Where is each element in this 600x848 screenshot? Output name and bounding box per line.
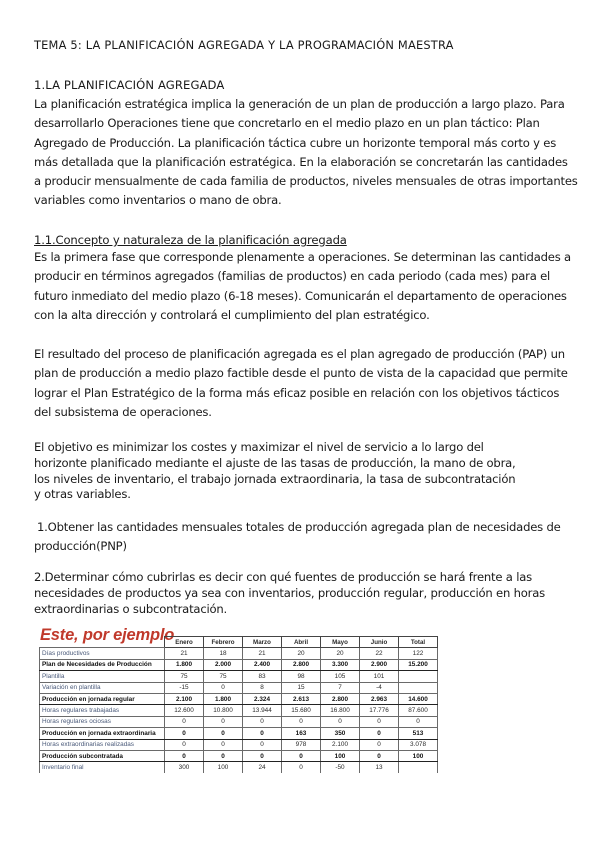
column-header: Mayo bbox=[321, 637, 360, 648]
text-line: producción(PNP) bbox=[34, 539, 127, 554]
text-line: del subsistema de operaciones. bbox=[34, 404, 212, 419]
cell: 75 bbox=[204, 671, 243, 682]
column-header: Abril bbox=[282, 637, 321, 648]
cell-total: 0 bbox=[399, 716, 438, 727]
cell: 17.776 bbox=[360, 705, 399, 716]
cell-total: 87.600 bbox=[399, 705, 438, 716]
cell: 0 bbox=[165, 728, 204, 739]
table-row bbox=[40, 648, 438, 659]
cell-total: 15.200 bbox=[399, 659, 438, 670]
cell: 0 bbox=[321, 716, 360, 727]
column-header-total: Total bbox=[399, 637, 438, 648]
cell: 101 bbox=[360, 671, 399, 682]
row-label: Producción en jornada regular bbox=[40, 693, 165, 704]
cell: 21 bbox=[165, 648, 204, 659]
cell: 20 bbox=[321, 648, 360, 659]
text-line: 2.Determinar cómo cubrirlas es decir con qué fuentes de producción se hará frente a las bbox=[34, 570, 532, 584]
row-label: Horas extraordinarias realizadas bbox=[40, 739, 165, 750]
table-row bbox=[40, 750, 438, 761]
row-label: Días productivos bbox=[40, 648, 165, 659]
cell-total: 100 bbox=[399, 750, 438, 761]
cell: 0 bbox=[282, 750, 321, 761]
row-label: Horas regulares ociosas bbox=[40, 716, 165, 727]
row-label: Producción subcontratada bbox=[40, 750, 165, 761]
cell-total bbox=[399, 762, 438, 773]
row-label: Plan de Necesidades de Producción bbox=[40, 659, 165, 670]
cell: 0 bbox=[204, 750, 243, 761]
row-label: Inventario final bbox=[40, 762, 165, 773]
cell: 2.000 bbox=[204, 659, 243, 670]
cell: 18 bbox=[204, 648, 243, 659]
cell: 2.324 bbox=[243, 693, 282, 704]
step2-paragraph bbox=[34, 570, 545, 617]
table-row bbox=[40, 716, 438, 727]
cell: 100 bbox=[321, 750, 360, 761]
cell: -50 bbox=[321, 762, 360, 773]
row-label: Horas regulares trabajadas bbox=[40, 705, 165, 716]
cell: 8 bbox=[243, 682, 282, 693]
cell: 0 bbox=[282, 762, 321, 773]
section-heading-planificacion-agregada: 1.LA PLANIFICACIÓN AGREGADA bbox=[34, 78, 225, 92]
production-plan-table bbox=[39, 636, 438, 773]
text-line: Es la primera fase que corresponde plenamente a operaciones. Se determinan las cantidades a bbox=[34, 250, 571, 264]
text-line: con la alta dirección y controlará el cumplimiento del plan estratégico. bbox=[34, 307, 430, 322]
cell: 16.800 bbox=[321, 705, 360, 716]
cell: 98 bbox=[282, 671, 321, 682]
cell: 15.680 bbox=[282, 705, 321, 716]
cell: 2.800 bbox=[321, 693, 360, 704]
text-line: variables como inventarios o mano de obra. bbox=[34, 193, 282, 208]
text-line: horizonte planificado mediante el ajuste de las tasas de producción, la mano de obra, bbox=[34, 455, 516, 470]
text-line: los niveles de inventario, el trabajo jornada extraordinaria, la tasa de subcontratación bbox=[34, 471, 516, 486]
cell: 105 bbox=[321, 671, 360, 682]
cell: 13.944 bbox=[243, 705, 282, 716]
table-header-row bbox=[40, 637, 438, 648]
table-row bbox=[40, 762, 438, 773]
text-line: futuro inmediato del medio plazo (6-18 meses). Comunicarán el departamento de operaciones bbox=[34, 288, 567, 303]
text-line: El resultado del proceso de planificación agregada es el plan agregado de producción (PAP) un bbox=[34, 347, 565, 361]
column-header: Marzo bbox=[243, 637, 282, 648]
text-line: extraordinarias o subcontratación. bbox=[34, 601, 228, 616]
cell: 350 bbox=[321, 728, 360, 739]
table-row bbox=[40, 671, 438, 682]
section1-1-paragraph bbox=[34, 248, 571, 325]
text-line: El objetivo es minimizar los costes y maximizar el nivel de servicio a lo largo del bbox=[34, 440, 484, 454]
cell: 0 bbox=[360, 716, 399, 727]
text-line: y otras variables. bbox=[34, 487, 131, 502]
cell: 2.100 bbox=[321, 739, 360, 750]
header-blank bbox=[40, 637, 165, 648]
text-line: desarrollarlo Operaciones tiene que concretarlo en el medio plazo en un plan táctico: Plan bbox=[34, 116, 540, 131]
cell-total: 3.078 bbox=[399, 739, 438, 750]
text-line: a producir mensualmente de cada familia de productos, niveles mensuales de otras importantes bbox=[34, 174, 578, 189]
table-row bbox=[40, 682, 438, 693]
cell: 21 bbox=[243, 648, 282, 659]
cell: 0 bbox=[165, 716, 204, 727]
table-row bbox=[40, 728, 438, 739]
column-header: Junio bbox=[360, 637, 399, 648]
cell: 300 bbox=[165, 762, 204, 773]
cell: -15 bbox=[165, 682, 204, 693]
cell: 75 bbox=[165, 671, 204, 682]
table-row bbox=[40, 739, 438, 750]
text-line: 1.Obtener las cantidades mensuales totales de producción agregada plan de necesidades de bbox=[37, 520, 561, 534]
cell: 2.400 bbox=[243, 659, 282, 670]
cell: 0 bbox=[243, 739, 282, 750]
cell: 2.800 bbox=[282, 659, 321, 670]
cell: 2.963 bbox=[360, 693, 399, 704]
cell: 83 bbox=[243, 671, 282, 682]
cell: 1.800 bbox=[204, 693, 243, 704]
subsection-heading-concepto: 1.1.Concepto y naturaleza de la planificación agregada bbox=[34, 233, 347, 247]
cell: 20 bbox=[282, 648, 321, 659]
column-header: Febrero bbox=[204, 637, 243, 648]
cell: 22 bbox=[360, 648, 399, 659]
row-label: Variación en plantilla bbox=[40, 682, 165, 693]
cell: 0 bbox=[360, 750, 399, 761]
cell: 0 bbox=[282, 716, 321, 727]
table-row bbox=[40, 659, 438, 670]
cell: 0 bbox=[243, 728, 282, 739]
cell: 100 bbox=[204, 762, 243, 773]
cell: 0 bbox=[360, 739, 399, 750]
cell: 0 bbox=[204, 739, 243, 750]
text-line: La planificación estratégica implica la generación de un plan de producción a largo plazo. Para bbox=[34, 97, 565, 111]
cell: 15 bbox=[282, 682, 321, 693]
cell: 24 bbox=[243, 762, 282, 773]
example-title: Este, por ejemplo bbox=[40, 626, 175, 644]
column-header: Enero bbox=[165, 637, 204, 648]
cell-total: 14.600 bbox=[399, 693, 438, 704]
text-line: plan de producción a medio plazo factible desde el punto de vista de la capacidad que permite bbox=[34, 366, 568, 381]
table-row bbox=[40, 693, 438, 704]
cell: 3.300 bbox=[321, 659, 360, 670]
cell: 2.100 bbox=[165, 693, 204, 704]
row-label: Producción en jornada extraordinaria bbox=[40, 728, 165, 739]
cell: 1.800 bbox=[165, 659, 204, 670]
cell-total bbox=[399, 682, 438, 693]
row-label: Plantilla bbox=[40, 671, 165, 682]
cell-total: 513 bbox=[399, 728, 438, 739]
cell: -4 bbox=[360, 682, 399, 693]
table-row bbox=[40, 705, 438, 716]
cell: 163 bbox=[282, 728, 321, 739]
cell: 0 bbox=[243, 716, 282, 727]
cell: 12.600 bbox=[165, 705, 204, 716]
cell: 0 bbox=[165, 750, 204, 761]
text-line: necesidades de productos ya sea con inventarios, producción regular, producción en horas bbox=[34, 585, 545, 600]
cell: 978 bbox=[282, 739, 321, 750]
cell: 2.613 bbox=[282, 693, 321, 704]
text-line: producir en términos agregados (familias de productos) en cada periodo (cada mes) para el bbox=[34, 269, 551, 284]
cell: 0 bbox=[204, 682, 243, 693]
objetivo-paragraph bbox=[34, 440, 516, 503]
cell: 0 bbox=[360, 728, 399, 739]
text-line: Agregado de Producción. La planificación táctica cubre un horizonte temporal más corto y es bbox=[34, 135, 557, 150]
text-line: más detallada que la planificación estratégica. En la elaboración se concretarán las cantidades bbox=[34, 154, 568, 169]
cell: 2.900 bbox=[360, 659, 399, 670]
cell: 0 bbox=[204, 716, 243, 727]
section1-paragraph bbox=[34, 95, 578, 211]
step1-paragraph bbox=[34, 518, 561, 557]
cell-total bbox=[399, 671, 438, 682]
cell: 0 bbox=[243, 750, 282, 761]
pap-paragraph bbox=[34, 345, 568, 422]
text-line: lograr el Plan Estratégico de la forma más eficaz posible en relación con los objetivos tácticos bbox=[34, 385, 560, 400]
cell-total: 122 bbox=[399, 648, 438, 659]
cell: 10.800 bbox=[204, 705, 243, 716]
cell: 7 bbox=[321, 682, 360, 693]
cell: 13 bbox=[360, 762, 399, 773]
document-title: TEMA 5: LA PLANIFICACIÓN AGREGADA Y LA PROGRAMACIÓN MAESTRA bbox=[34, 38, 454, 52]
cell: 0 bbox=[165, 739, 204, 750]
cell: 0 bbox=[204, 728, 243, 739]
